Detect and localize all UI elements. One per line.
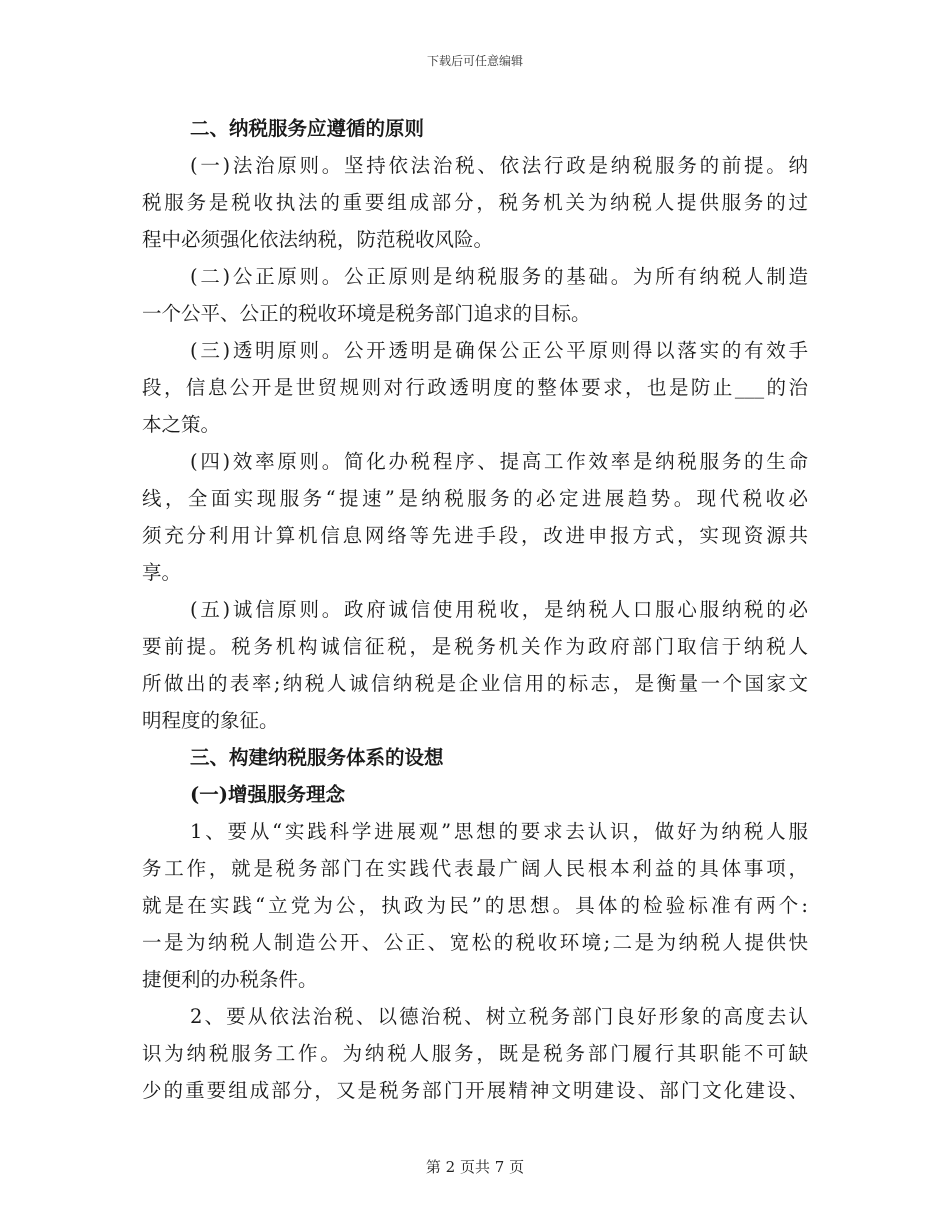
- page-footer: 第 2 页共 7 页: [425, 1158, 525, 1176]
- text-line: 程中必须强化依法纳税，防范税收风险。: [142, 228, 494, 251]
- text-line: 明程度的象征。: [142, 709, 279, 732]
- text-line: 享。: [142, 561, 182, 584]
- text-line: 一个公平、公正的税收环境是税务部门追求的目标。: [142, 302, 591, 325]
- text-line: 线，全面实现服务“提速”是纳税服务的必定进展趋势。现代税收必: [142, 487, 808, 510]
- text-line: 捷便利的办税条件。: [142, 968, 318, 991]
- text-line: 务工作，就是税务部门在实践代表最广阔人民根本利益的具体事项，: [142, 857, 808, 880]
- text-line: (五)诚信原则。政府诚信使用税收，是纳税人口服心服纳税的必: [190, 598, 808, 621]
- text-line: 识为纳税服务工作。为纳税人服务，既是税务部门履行其职能不可缺: [142, 1042, 808, 1065]
- text-line: 一是为纳税人制造公开、公正、宽松的税收环境;二是为纳税人提供快: [142, 931, 808, 954]
- text-line: 1、要从“实践科学进展观”思想的要求去认识，做好为纳税人服: [190, 820, 808, 843]
- text-line: 须充分利用计算机信息网络等先进手段，改进申报方式，实现资源共: [142, 524, 808, 547]
- text-line: (一)法治原则。坚持依法治税、依法行政是纳税服务的前提。纳: [190, 154, 808, 177]
- text-line: 税服务是税收执法的重要组成部分，税务机关为纳税人提供服务的过: [142, 191, 808, 214]
- section-heading: 三、构建纳税服务体系的设想: [190, 746, 444, 769]
- section-heading: 二、纳税服务应遵循的原则: [190, 117, 425, 140]
- text-line: (三)透明原则。公开透明是确保公正公平原则得以落实的有效手: [190, 339, 808, 362]
- text-line: 就是在实践“立党为公，执政为民”的思想。具体的检验标准有两个:: [142, 894, 808, 917]
- text-line: 2、要从依法治税、以德治税、树立税务部门良好形象的高度去认: [190, 1005, 808, 1028]
- page-header: 下载后可任意编辑: [426, 54, 523, 68]
- document-body: [142, 110, 808, 1109]
- text-line: 要前提。税务机构诚信征税，是税务机关作为政府部门取信于纳税人: [142, 635, 808, 658]
- text-line: (二)公正原则。公正原则是纳税服务的基础。为所有纳税人制造: [190, 265, 808, 288]
- text-line: 本之策。: [142, 413, 221, 436]
- section-heading: (一)增强服务理念: [190, 783, 345, 806]
- text-line: (四)效率原则。简化办税程序、提高工作效率是纳税服务的生命: [190, 450, 808, 473]
- text-line: 所做出的表率;纳税人诚信纳税是企业信用的标志，是衡量一个国家文: [142, 672, 808, 695]
- text-line: 段，信息公开是世贸规则对行政透明度的整体要求，也是防止___的治: [142, 376, 808, 399]
- text-line: 少的重要组成部分，又是税务部门开展精神文明建设、部门文化建设、: [142, 1079, 808, 1102]
